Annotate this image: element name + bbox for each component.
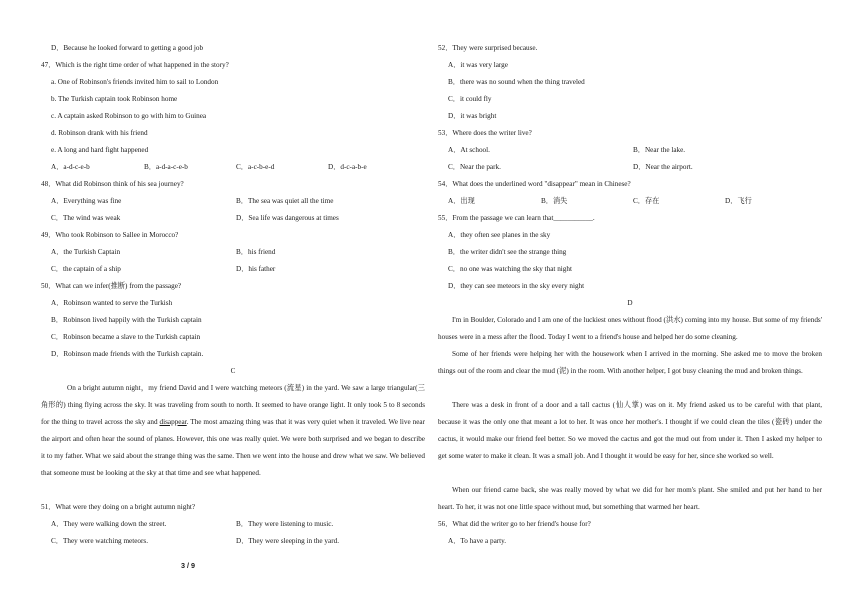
question-50: 50．What can we infer(推断) from the passage? xyxy=(41,282,182,290)
q52-option-a: A．it was very large xyxy=(448,61,508,69)
q53-option-b: B．Near the lake. xyxy=(633,146,686,154)
q52-option-c: C．it could fly xyxy=(448,95,492,103)
q55-option-b: B．the writer didn't see the strange thing xyxy=(448,248,567,256)
q54-option-d: D．飞行 xyxy=(725,197,752,205)
q52-option-d: D．it was bright xyxy=(448,112,497,120)
question-47: 47．Which is the right time order of what happened in the story? xyxy=(41,61,229,69)
passage-d-paragraph-2 xyxy=(438,346,822,380)
q54-option-b: B．消失 xyxy=(541,197,568,205)
q50-option-c: C．Robinson became a slave to the Turkish captain xyxy=(51,333,201,341)
page-number: 3 / 9 xyxy=(181,561,195,570)
q47-event-b: b. The Turkish captain took Robinson home xyxy=(51,95,178,103)
q48-option-d: D．Sea life was dangerous at times xyxy=(236,214,339,222)
q47-option-d: D．d-c-a-b-e xyxy=(328,163,367,171)
section-c-heading: C xyxy=(230,367,236,375)
q47-option-c: C．a-c-b-e-d xyxy=(236,163,275,171)
q55-option-c: C．no one was watching the sky that night xyxy=(448,265,572,273)
q53-option-d: D．Near the airport. xyxy=(633,163,693,171)
question-55: 55．From the passage we can learn that___________. xyxy=(438,214,595,222)
q47-option-a: A．a-d-c-e-b xyxy=(51,163,90,171)
q51-option-b: B．They were listening to music. xyxy=(236,520,334,528)
q56-option-a: A．To have a party. xyxy=(448,537,507,545)
q51-option-d: D．They were sleeping in the yard. xyxy=(236,537,339,545)
q47-event-a: a. One of Robinson's friends invited him to sail to London xyxy=(51,78,219,86)
q53-option-c: C．Near the park. xyxy=(448,163,501,171)
q50-option-b: B．Robinson lived happily with the Turkish captain xyxy=(51,316,202,324)
q54-option-c: C．存在 xyxy=(633,197,660,205)
question-52: 52．They were surprised because. xyxy=(438,44,538,52)
section-d-heading: D xyxy=(627,299,633,307)
q47-event-e: e. A long and hard fight happened xyxy=(51,146,149,154)
q51-option-c: C．They were watching meteors. xyxy=(51,537,148,545)
passage-c xyxy=(41,380,425,482)
q49-option-c: C．the captain of a ship xyxy=(51,265,121,273)
passage-d-paragraph-3-text: There was a desk in front of a door and a tall cactus (仙人掌) was on it. My friend asked us to be careful with that plant, because it was the only one that meant a lot to her. It was once her mother's. I thought if we could clean the tiles (瓷砖) under the cactus, it would make our friend feel better. So we moved the cactus and got the mud out from under it. Then I asked my helper to get some water to make it clean. It was a small job. And I thought it would be easy for her, since she worked so well. xyxy=(438,401,822,460)
q55-option-d: D．they can see meteors in the sky every night xyxy=(448,282,585,290)
q50-option-a: A．Robinson wanted to serve the Turkish xyxy=(51,299,173,307)
q55-option-a: A．they often see planes in the sky xyxy=(448,231,551,239)
passage-d-paragraph-3 xyxy=(438,397,822,465)
question-48: 48．What did Robinson think of his sea journey? xyxy=(41,180,184,188)
q49-option-b: B．his friend xyxy=(236,248,276,256)
q48-option-c: C．The wind was weak xyxy=(51,214,121,222)
q47-option-b: B．a-d-a-c-e-b xyxy=(144,163,188,171)
passage-d-paragraph-4 xyxy=(438,482,822,516)
question-49: 49．Who took Robinson to Sallee in Morocco? xyxy=(41,231,179,239)
q48-option-b: B．The sea was quiet all the time xyxy=(236,197,334,205)
passage-d-paragraph-1-text: I'm in Boulder, Colorado and I am one of the luckiest ones without flood (洪水) coming into my house. But some of my friends' houses were in a mess after the flood. Today I went to a friend's house and helped her do some cleaning. xyxy=(438,316,822,341)
passage-d-paragraph-2-text: Some of her friends were helping her with the housework when I arrived in the morning. She asked me to move the broken things out of the room and clear the mud (泥) in the room. With another helper, I got busy cleaning the mud and broken things. xyxy=(438,350,822,375)
q49-option-d: D．his father xyxy=(236,265,276,273)
q52-option-b: B．there was no sound when the thing traveled xyxy=(448,78,585,86)
passage-c-text-1: On a bright autumn night，my friend David and I were watching meteors (流星) in the yard. We saw a large triangular(三角形的) thing flying across the sky. It was traveling from south to north. It seemed to have orange light. It only took 5 to 8 seconds for the thing to travel across the sky and xyxy=(41,384,425,426)
q54-option-a: A．出现 xyxy=(448,197,475,205)
q46-option-d: D．Because he looked forward to getting a good job xyxy=(51,44,204,52)
q48-option-a: A．Everything was fine xyxy=(51,197,122,205)
question-51: 51．What were they doing on a bright autumn night? xyxy=(41,503,196,511)
question-53: 53．Where does the writer live? xyxy=(438,129,532,137)
passage-c-underlined-word: disappear xyxy=(159,418,187,426)
question-56: 56．What did the writer go to her friend's house for? xyxy=(438,520,591,528)
q50-option-d: D．Robinson made friends with the Turkish captain. xyxy=(51,350,204,358)
question-54: 54．What does the underlined word "disappear" mean in Chinese? xyxy=(438,180,631,188)
passage-d-paragraph-1 xyxy=(438,312,822,346)
passage-c-text-2: . The most amazing thing was that it was very quiet when it traveled. We live near the airport and often hear the sound of planes. However, this one was really quiet. We were both surprised and we began to describe it to my father. What we said about the strange thing was the same. Then we went into the house and drew what we saw. We believed that someone must be looking at the sky at that time and see what happened. xyxy=(41,418,425,477)
q53-option-a: A．At school. xyxy=(448,146,490,154)
q47-event-d: d. Robinson drank with his friend xyxy=(51,129,148,137)
q49-option-a: A．the Turkish Captain xyxy=(51,248,121,256)
q47-event-c: c. A captain asked Robinson to go with him to Guinea xyxy=(51,112,207,120)
passage-d-paragraph-4-text: When our friend came back, she was really moved by what we did for her mom's plant. She smiled and put her hand to her heart. To her, it was not one little space without mud, but something that warmed her heart. xyxy=(438,486,822,511)
q51-option-a: A．They were walking down the street. xyxy=(51,520,167,528)
